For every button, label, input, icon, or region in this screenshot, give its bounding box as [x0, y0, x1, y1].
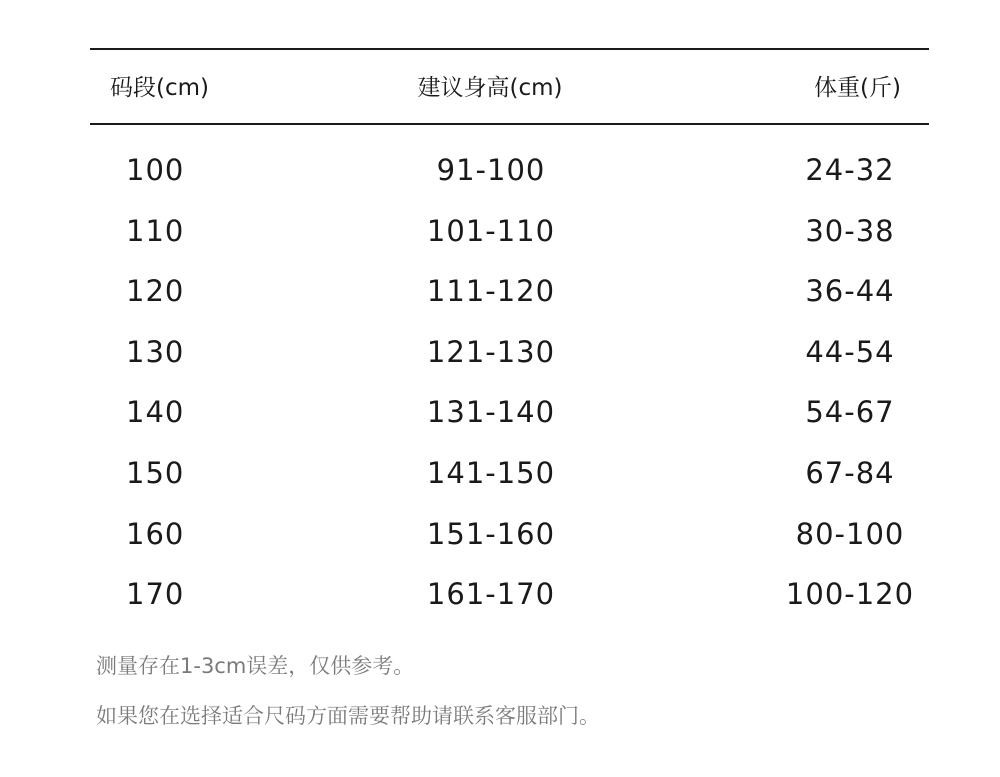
cell-size: 140 [126, 395, 185, 430]
table-row [90, 139, 929, 200]
table-row [90, 563, 929, 624]
table-row [90, 260, 929, 321]
table-body [90, 125, 929, 624]
table-row [90, 503, 929, 564]
note-contact-service: 如果您在选择适合尺码方面需要帮助请联系客服部门。 [96, 704, 600, 728]
cell-size: 110 [126, 213, 185, 248]
cell-size: 100 [126, 153, 185, 187]
cell-weight: 24-32 [805, 153, 895, 187]
table-row [90, 381, 929, 442]
cell-size: 160 [126, 516, 185, 551]
header-weight: 体重(斤) [814, 75, 901, 101]
cell-weight: 54-67 [805, 395, 895, 430]
table-row [90, 321, 929, 382]
header-size: 码段(cm) [110, 75, 209, 101]
cell-size: 120 [126, 274, 185, 309]
cell-height: 91-100 [436, 153, 546, 187]
table-header-row [90, 50, 929, 123]
table-row [90, 200, 929, 261]
size-chart-table [90, 48, 929, 624]
cell-weight: 100-120 [785, 577, 915, 612]
cell-height: 121-130 [426, 334, 556, 369]
cell-size: 150 [126, 455, 185, 490]
cell-height: 101-110 [426, 213, 556, 248]
cell-size: 130 [126, 334, 185, 369]
cell-weight: 30-38 [805, 213, 895, 248]
cell-size: 170 [126, 577, 185, 612]
cell-height: 131-140 [426, 395, 556, 430]
cell-height: 111-120 [426, 274, 556, 309]
size-notes [96, 652, 956, 730]
cell-weight: 80-100 [795, 516, 905, 551]
table-row [90, 442, 929, 503]
cell-weight: 67-84 [805, 455, 895, 490]
cell-height: 141-150 [426, 455, 556, 490]
cell-height: 161-170 [426, 577, 556, 612]
cell-height: 151-160 [426, 516, 556, 551]
cell-weight: 44-54 [805, 334, 895, 369]
note-measurement-error: 测量存在1-3cm误差，仅供参考。 [96, 654, 415, 678]
header-height: 建议身高(cm) [417, 75, 563, 101]
cell-weight: 36-44 [805, 274, 895, 309]
